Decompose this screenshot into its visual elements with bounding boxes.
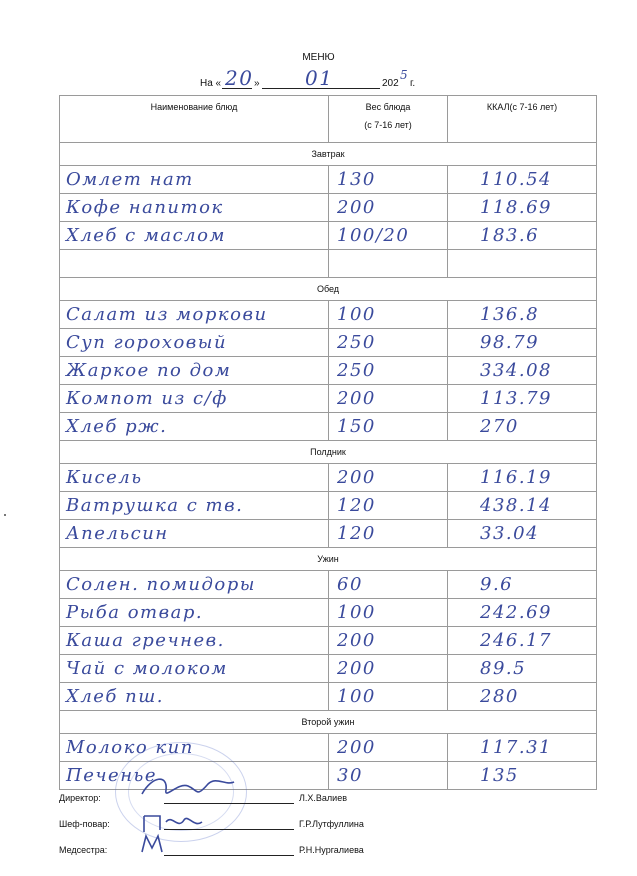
table-row (60, 627, 597, 655)
dish-kcal-cell (448, 413, 597, 441)
dish-name: Омлет нат (66, 169, 194, 190)
dish-name-cell (60, 329, 329, 357)
dish-kcal: 89.5 (480, 658, 527, 679)
dish-weight: 250 (337, 332, 376, 353)
section-title: Полдник (60, 441, 597, 464)
dish-weight: 100 (337, 602, 376, 623)
dish-name: Жаркое по дом (66, 360, 232, 381)
dish-weight: 200 (337, 467, 376, 488)
dish-name: Кисель (66, 467, 143, 488)
dish-weight-cell (329, 385, 448, 413)
dish-kcal-cell (448, 250, 597, 278)
dish-weight-cell (329, 655, 448, 683)
section-title: Второй ужин (60, 711, 597, 734)
dish-name-cell (60, 166, 329, 194)
dish-name-cell (60, 655, 329, 683)
section-row (60, 441, 597, 464)
dish-kcal-cell (448, 571, 597, 599)
dish-weight-cell (329, 599, 448, 627)
table-row (60, 492, 597, 520)
col-header-kcal: ККАЛ(с 7-16 лет) (448, 96, 597, 143)
dish-name: Ватрушка с тв. (66, 495, 244, 516)
dish-kcal-cell (448, 627, 597, 655)
dish-weight: 30 (337, 765, 363, 786)
dish-name-cell (60, 250, 329, 278)
dish-weight: 250 (337, 360, 376, 381)
table-row (60, 301, 597, 329)
dish-name-cell (60, 683, 329, 711)
dish-kcal-cell (448, 683, 597, 711)
date-year-suffix: 5 (400, 68, 410, 82)
dish-kcal-cell (448, 194, 597, 222)
table-row (60, 385, 597, 413)
section-title: Ужин (60, 548, 597, 571)
dish-name: Хлеб рж. (66, 416, 168, 437)
dish-name-cell (60, 627, 329, 655)
signature-line (164, 829, 294, 830)
menu-table (59, 95, 597, 790)
dish-weight: 120 (337, 523, 376, 544)
dish-weight: 200 (337, 658, 376, 679)
dish-weight-cell (329, 329, 448, 357)
date-close: » (254, 78, 260, 89)
dish-weight-cell (329, 194, 448, 222)
date-day: 20 (225, 66, 254, 90)
dish-kcal: 33.04 (480, 523, 540, 544)
table-header-row (60, 96, 597, 143)
dish-kcal: 118.69 (480, 197, 552, 218)
dish-name: Каша гречнев. (66, 630, 225, 651)
dish-weight-cell (329, 357, 448, 385)
table-row (60, 599, 597, 627)
dish-weight-cell (329, 222, 448, 250)
dish-weight-cell (329, 683, 448, 711)
dish-name-cell (60, 357, 329, 385)
dish-kcal: 183.6 (480, 225, 540, 246)
dish-kcal-cell (448, 329, 597, 357)
dish-kcal: 98.79 (480, 332, 540, 353)
dish-weight: 200 (337, 197, 376, 218)
signature-name: Г.Р.Лутфуллина (299, 819, 364, 829)
dish-name-cell (60, 520, 329, 548)
dish-kcal: 110.54 (480, 169, 552, 190)
dish-name: Печенье (66, 765, 158, 786)
signature-block (59, 785, 479, 863)
table-row (60, 329, 597, 357)
table-row (60, 194, 597, 222)
dish-weight: 100/20 (337, 225, 410, 246)
section-title: Обед (60, 278, 597, 301)
date-line (200, 66, 460, 90)
date-end: г. (410, 78, 416, 89)
dish-weight: 100 (337, 686, 376, 707)
dish-kcal-cell (448, 301, 597, 329)
dish-name-cell (60, 301, 329, 329)
table-row (60, 413, 597, 441)
table-row (60, 683, 597, 711)
date-year-prefix: 202 (382, 78, 399, 89)
dish-name-cell (60, 464, 329, 492)
dish-kcal-cell (448, 492, 597, 520)
signature-row (59, 811, 479, 837)
dish-kcal-cell (448, 385, 597, 413)
table-row (60, 464, 597, 492)
section-row (60, 548, 597, 571)
table-row (60, 250, 597, 278)
dish-name: Кофе напиток (66, 197, 224, 218)
dish-name-cell (60, 222, 329, 250)
dish-kcal-cell (448, 599, 597, 627)
scan-speck (4, 514, 6, 516)
dish-name-cell (60, 571, 329, 599)
dish-kcal: 117.31 (480, 737, 552, 758)
dish-weight: 120 (337, 495, 376, 516)
dish-weight-cell (329, 250, 448, 278)
table-row (60, 655, 597, 683)
dish-name: Солен. помидоры (66, 574, 256, 595)
dish-weight: 60 (337, 574, 363, 595)
signature-name: Л.Х.Валиев (299, 793, 347, 803)
dish-name-cell (60, 385, 329, 413)
dish-name: Апельсин (66, 523, 169, 544)
date-prefix: На « (200, 78, 222, 89)
dish-weight: 200 (337, 388, 376, 409)
dish-weight-cell (329, 520, 448, 548)
dish-name: Хлеб с маслом (66, 225, 226, 246)
signature-role: Шеф-повар: (59, 819, 110, 829)
dish-name-cell (60, 194, 329, 222)
signature-name: Р.Н.Нургалиева (299, 845, 364, 855)
dish-weight: 130 (337, 169, 376, 190)
signature-row (59, 785, 479, 811)
dish-kcal: 113.79 (480, 388, 552, 409)
dish-name: Компот из с/ф (66, 388, 228, 409)
dish-weight-cell (329, 492, 448, 520)
dish-weight-cell (329, 734, 448, 762)
signature-row (59, 837, 479, 863)
dish-kcal-cell (448, 222, 597, 250)
dish-kcal: 242.69 (480, 602, 552, 623)
dish-kcal-cell (448, 464, 597, 492)
dish-kcal: 270 (480, 416, 519, 437)
dish-weight-cell (329, 413, 448, 441)
document-title: МЕНЮ (302, 52, 335, 63)
col-header-weight: Вес блюда (с 7-16 лет) (329, 96, 448, 143)
table-row (60, 222, 597, 250)
dish-name: Хлеб пш. (66, 686, 165, 707)
section-row (60, 711, 597, 734)
dish-weight-cell (329, 166, 448, 194)
dish-weight: 200 (337, 737, 376, 758)
table-row (60, 357, 597, 385)
dish-name: Чай с молоком (66, 658, 228, 679)
dish-weight-cell (329, 627, 448, 655)
dish-kcal: 135 (480, 765, 519, 786)
dish-kcal-cell (448, 520, 597, 548)
dish-weight: 100 (337, 304, 376, 325)
dish-kcal-cell (448, 166, 597, 194)
signature-role: Медсестра: (59, 845, 108, 855)
dish-kcal: 334.08 (480, 360, 552, 381)
dish-kcal-cell (448, 357, 597, 385)
dish-kcal-cell (448, 655, 597, 683)
dish-weight-cell (329, 571, 448, 599)
signature-role: Директор: (59, 793, 101, 803)
section-title: Завтрак (60, 143, 597, 166)
dish-name: Молоко кип (66, 737, 194, 758)
table-row (60, 166, 597, 194)
dish-name: Суп гороховый (66, 332, 228, 353)
col-header-name: Наименование блюд (60, 96, 329, 143)
signature-line (164, 855, 294, 856)
section-row (60, 278, 597, 301)
dish-name: Рыба отвар. (66, 602, 204, 623)
dish-name: Салат из моркови (66, 304, 268, 325)
dish-kcal: 116.19 (480, 467, 552, 488)
date-month: 01 (305, 66, 334, 90)
dish-kcal: 246.17 (480, 630, 552, 651)
dish-kcal: 280 (480, 686, 519, 707)
dish-kcal: 438.14 (480, 495, 552, 516)
table-row (60, 520, 597, 548)
dish-weight-cell (329, 464, 448, 492)
dish-name-cell (60, 413, 329, 441)
dish-kcal: 136.8 (480, 304, 540, 325)
signature-line (164, 803, 294, 804)
dish-weight-cell (329, 301, 448, 329)
dish-kcal-cell (448, 734, 597, 762)
section-row (60, 143, 597, 166)
dish-name-cell (60, 492, 329, 520)
dish-kcal: 9.6 (480, 574, 514, 595)
table-row (60, 571, 597, 599)
dish-weight: 200 (337, 630, 376, 651)
dish-name-cell (60, 599, 329, 627)
dish-weight: 150 (337, 416, 376, 437)
